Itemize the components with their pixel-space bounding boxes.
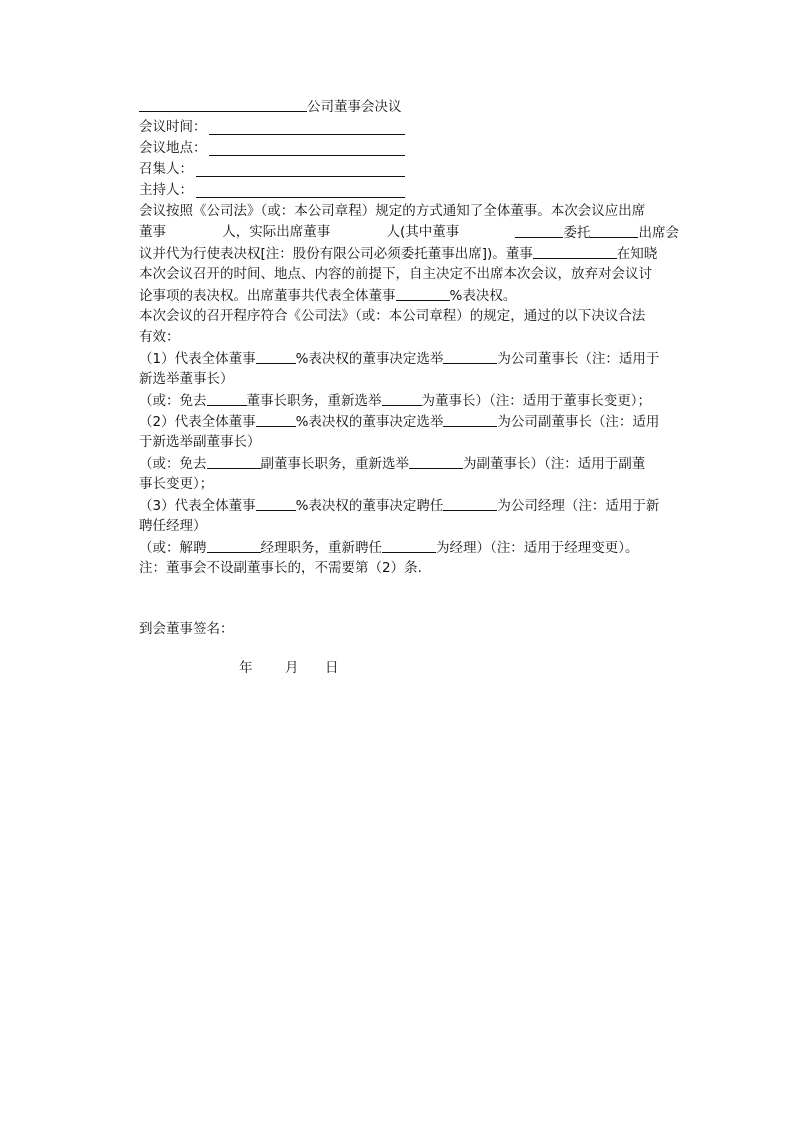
voting-percent-blank[interactable] [396, 285, 450, 301]
item-text: 为经理）（注：适用于经理变更）。 [436, 540, 639, 556]
item-text: 为公司副董事长（注：适用 [497, 414, 660, 430]
para1-line3 [139, 243, 679, 264]
item1-alt-line [139, 390, 679, 411]
item-text: （或：解聘 [139, 540, 207, 556]
item2-line1 [139, 411, 679, 432]
item1-new-chair-blank[interactable] [382, 390, 422, 406]
item3-line2: 聘任经理） [139, 518, 207, 534]
para1-text: 人，实际出席董事 [222, 224, 331, 240]
para1-text: 议并代为行使表决权[注：股份有限公司必须委托董事出席])。董事 [139, 246, 533, 262]
item1-old-chair-blank[interactable] [207, 390, 247, 406]
proxy-director-blank[interactable] [515, 222, 563, 238]
item3-line1 [139, 495, 679, 516]
item1-line2: 新选举董事长） [139, 371, 234, 387]
date-year-label: 年 [239, 660, 253, 676]
meeting-time-blank[interactable] [209, 134, 405, 135]
item1-percent-blank[interactable] [256, 348, 296, 364]
item-text: 为公司董事长（注：适用于 [497, 351, 660, 367]
para1-line1: 会议按照《公司法》（或：本公司章程）规定的方式通知了全体董事。本次会议应出席 [139, 203, 646, 219]
document-title: 公司董事会决议 [307, 99, 402, 115]
convener-blank[interactable] [196, 176, 405, 177]
para1-text: 人(其中董事 [386, 224, 460, 240]
proxy-recipient-blank[interactable] [590, 222, 638, 238]
item-text: （3）代表全体董事 [139, 498, 256, 514]
item1-line1 [139, 348, 679, 369]
date-day-label: 日 [325, 660, 339, 676]
convener-row [139, 159, 679, 180]
signature-label: 到会董事签名： [139, 621, 234, 637]
para1-text: 委托 [563, 225, 591, 241]
para1-text: %表决权。 [449, 288, 517, 304]
para1-text: 董事 [139, 224, 166, 240]
date-line [239, 658, 679, 679]
item3-old-manager-blank[interactable] [207, 537, 261, 553]
para1-text: 论事项的表决权。出席董事共代表全体董事 [139, 288, 396, 304]
host-blank[interactable] [196, 197, 405, 198]
item-text: 副董事长职务，重新选举 [260, 456, 409, 472]
item2-new-vice-blank[interactable] [409, 453, 463, 469]
item-text: （2）代表全体董事 [139, 414, 256, 430]
item3-new-manager-blank[interactable] [382, 537, 436, 553]
meeting-time-label: 会议时间： [139, 119, 207, 135]
item-text: 经理职务，重新聘任 [260, 540, 382, 556]
item3-name-blank[interactable] [443, 495, 497, 511]
item1-name-blank[interactable] [443, 348, 497, 364]
para1-text: 出席会 [638, 225, 679, 241]
item-text: 为副董事长）（注：适用于副董 [463, 456, 646, 472]
item-text: %表决权的董事决定聘任 [295, 498, 444, 514]
para1-line2 [139, 222, 679, 243]
item-text: （1）代表全体董事 [139, 351, 256, 367]
item-text: %表决权的董事决定选举 [295, 351, 444, 367]
title-line [139, 96, 679, 117]
meeting-place-blank[interactable] [209, 155, 405, 156]
item2-line2: 于新选举副董事长） [139, 434, 261, 450]
item-text: （或：免去 [139, 393, 207, 409]
date-month-label: 月 [285, 660, 299, 676]
para1-text: 在知晓 [616, 246, 658, 262]
company-name-blank[interactable] [139, 96, 307, 112]
meeting-place-label: 会议地点： [139, 140, 207, 156]
para1-line5 [139, 285, 679, 306]
convener-label: 召集人： [139, 161, 193, 177]
resolution-document [139, 96, 679, 679]
item2-alt-line2: 事长变更）； [139, 476, 214, 492]
para2-line1: 本次会议的召开程序符合《公司法》（或：本公司章程）的规定，通过的以下决议合法 [139, 308, 646, 324]
meeting-time-row [139, 117, 679, 138]
host-row [139, 180, 679, 201]
item-text: 董事长职务，重新选举 [246, 393, 382, 409]
para1-line4: 本次会议召开的时间、地点、内容的前提下，自主决定不出席本次会议，放弃对会议讨 [139, 266, 652, 282]
item-text: %表决权的董事决定选举 [295, 414, 444, 430]
host-label: 主持人： [139, 182, 193, 198]
item3-percent-blank[interactable] [256, 495, 296, 511]
item2-percent-blank[interactable] [256, 411, 296, 427]
note-line: 注：董事会不设副董事长的，不需要第（2）条. [139, 560, 422, 576]
item-text: （或：免去 [139, 456, 207, 472]
item-text: 为公司经理（注：适用于新 [497, 498, 660, 514]
item2-alt-line [139, 453, 679, 474]
para2-line2: 有效： [139, 329, 180, 345]
item-text: 为董事长）（注：适用于董事长变更）； [421, 393, 651, 409]
item3-alt-line [139, 537, 679, 558]
item2-name-blank[interactable] [443, 411, 497, 427]
item2-old-vice-blank[interactable] [207, 453, 261, 469]
meeting-place-row [139, 138, 679, 159]
absent-director-blank[interactable] [533, 243, 617, 259]
